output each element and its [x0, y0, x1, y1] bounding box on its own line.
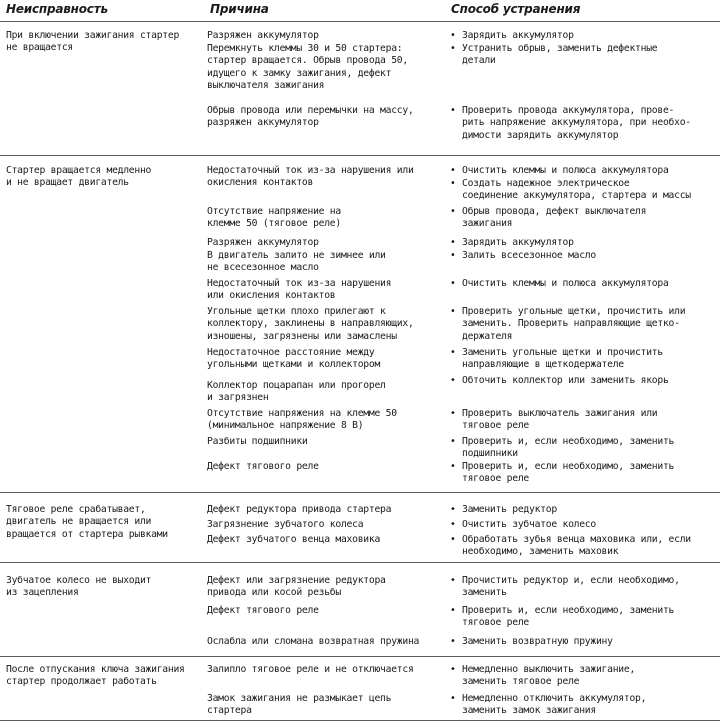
cell-line: соединение аккумулятора, стартера и массы — [462, 190, 691, 202]
bullet-icon: • — [450, 250, 456, 261]
cause-cell — [207, 105, 414, 130]
section-rule — [0, 155, 720, 156]
bullet-icon: • — [450, 534, 456, 545]
cause-cell — [207, 278, 391, 303]
cell-line: В двигатель залито не зимнее или — [207, 250, 386, 261]
cell-line: Ослабла или сломана возвратная пружина — [207, 636, 420, 647]
remedy-text — [450, 347, 663, 372]
fault-cell — [6, 664, 185, 689]
cell-line: Разряжен аккумулятор — [207, 237, 319, 248]
cell-line: Угольные щетки плохо прилегают к — [207, 306, 386, 317]
remedy-cell — [450, 375, 669, 387]
cell-line: и загрязнен — [207, 392, 269, 404]
cell-line: Разбиты подшипники — [207, 436, 308, 447]
bullet-icon: • — [450, 105, 456, 116]
cause-cell — [207, 306, 414, 343]
remedy-cell — [450, 306, 685, 343]
cause-cell — [207, 534, 380, 546]
cell-line: угольными щетками и коллектором — [207, 359, 381, 371]
cell-line: держателя — [462, 330, 513, 342]
cell-line: Немедленно отключить аккумулятор, — [462, 693, 647, 704]
cell-line: стартер продолжает работать — [6, 676, 157, 688]
remedy-cell — [450, 636, 613, 648]
bullet-icon: • — [450, 206, 456, 217]
remedy-cell — [450, 105, 691, 142]
remedy-text — [450, 375, 669, 387]
cell-line: из зацепления — [6, 587, 79, 599]
remedy-text — [450, 519, 596, 531]
cell-line: тяговое реле — [462, 617, 529, 629]
cell-line: Проверить и, если необходимо, заменить — [462, 436, 675, 447]
section-rule — [0, 492, 720, 493]
cause-cell — [207, 636, 419, 648]
cell-line: Недостаточное расстояние между — [207, 347, 375, 358]
cell-line: выключателя зажигания — [207, 80, 325, 92]
cell-line: Стартер вращается медленно — [6, 165, 152, 176]
remedy-cell — [450, 408, 657, 433]
cause-cell — [207, 605, 319, 617]
remedy-cell — [450, 534, 691, 559]
cell-line: Очистить зубчатое колесо — [462, 519, 596, 530]
remedy-cell — [450, 165, 669, 177]
cell-line: Тяговое реле срабатывает, — [6, 504, 146, 515]
bullet-icon: • — [450, 306, 456, 317]
cell-line: Залить всесезонное масло — [462, 250, 596, 261]
cell-line: Заменить возвратную пружину — [462, 636, 613, 647]
remedy-text — [450, 575, 680, 600]
cell-line: подшипники — [462, 448, 518, 460]
section-rule — [0, 656, 720, 657]
cause-cell — [207, 461, 319, 473]
cell-line: Обточить коллектор или заменить якорь — [462, 375, 669, 386]
bottom-rule — [0, 720, 720, 721]
bullet-icon: • — [450, 278, 456, 289]
fault-cell — [6, 575, 151, 600]
remedy-cell — [450, 30, 574, 42]
cell-line: заменить — [462, 587, 507, 599]
cause-cell — [207, 408, 397, 433]
cell-line: изношены, загрязнены или замаслены — [207, 330, 397, 342]
cell-line: Обрыв провода или перемычки на массу, — [207, 105, 414, 116]
cell-line: Создать надежное электрическое — [462, 178, 630, 189]
cell-line: заменить. Проверить направляющие щетко- — [462, 318, 680, 330]
cell-line: вращается от стартера рывками — [6, 528, 168, 540]
cell-line: После отпускания ключа зажигания — [6, 664, 185, 675]
cell-line: Проверить выключатель зажигания или — [462, 408, 658, 419]
cell-line: тяговое реле — [462, 420, 529, 432]
remedy-cell — [450, 575, 680, 600]
cell-line: Дефект или загрязнение редуктора — [207, 575, 386, 586]
cause-cell — [207, 436, 307, 448]
remedy-cell — [450, 250, 596, 262]
remedy-cell — [450, 278, 669, 290]
bullet-icon: • — [450, 664, 456, 675]
cell-line: заменить замок зажигания — [462, 705, 596, 717]
cause-cell — [207, 237, 319, 249]
cause-cell — [207, 347, 380, 372]
cause-cell — [207, 30, 319, 42]
remedy-text — [450, 43, 657, 68]
cause-cell — [207, 664, 414, 676]
cell-line: Дефект редуктора привода стартера — [207, 504, 392, 515]
cause-cell — [207, 165, 414, 190]
cause-cell — [207, 504, 391, 516]
cell-line: Очистить клеммы и полюса аккумулятора — [462, 278, 669, 289]
cause-cell — [207, 693, 391, 718]
bullet-icon: • — [450, 519, 456, 530]
bullet-icon: • — [450, 375, 456, 386]
bullet-icon: • — [450, 636, 456, 647]
cell-line: Отсутствие напряжения на клемме 50 — [207, 408, 397, 419]
remedy-text — [450, 30, 574, 42]
cell-line: идущего к замку зажигания, дефект — [207, 67, 392, 79]
remedy-text — [450, 250, 596, 262]
cell-line: (минимальное напряжение 8 В) — [207, 420, 364, 432]
cell-line: Очистить клеммы и полюса аккумулятора — [462, 165, 669, 176]
cause-cell — [207, 519, 363, 531]
cell-line: привода или косой резьбы — [207, 587, 341, 599]
remedy-text — [450, 461, 674, 486]
remedy-cell — [450, 519, 596, 531]
cell-line: Загрязнение зубчатого колеса — [207, 519, 364, 530]
bullet-icon: • — [450, 30, 456, 41]
cell-line: зажигания — [462, 218, 513, 230]
cell-line: Заменить угольные щетки и прочистить — [462, 347, 663, 358]
bullet-icon: • — [450, 43, 456, 54]
cell-line: тяговое реле — [462, 473, 529, 485]
remedy-cell — [450, 206, 646, 231]
section-rule — [0, 562, 720, 563]
fault-cell — [6, 165, 151, 190]
remedy-cell — [450, 436, 674, 461]
remedy-text — [450, 237, 574, 249]
bullet-icon: • — [450, 461, 456, 472]
cell-line: Зарядить аккумулятор — [462, 30, 574, 41]
cell-line: Немедленно выключить зажигание, — [462, 664, 636, 675]
cell-line: При включении зажигания стартер — [6, 30, 180, 41]
remedy-cell — [450, 664, 635, 689]
remedy-cell — [450, 504, 557, 516]
bullet-icon: • — [450, 408, 456, 419]
remedy-text — [450, 534, 691, 559]
remedy-text — [450, 306, 685, 343]
cell-line: Проверить и, если необходимо, заменить — [462, 461, 675, 472]
remedy-text — [450, 693, 646, 718]
cell-line: Дефект тягового реле — [207, 605, 319, 616]
cell-line: двигатель не вращается или — [6, 516, 152, 528]
cell-line: Дефект тягового реле — [207, 461, 319, 472]
cell-line: не вращается — [6, 42, 73, 54]
cell-line: Устранить обрыв, заменить дефектные — [462, 43, 658, 54]
cause-cell — [207, 380, 386, 405]
cell-line: Коллектор поцарапан или прогорел — [207, 380, 386, 391]
remedy-text — [450, 605, 674, 630]
cell-line: детали — [462, 55, 496, 67]
cell-line: клемме 50 (тяговое реле) — [207, 218, 341, 230]
cell-line: окисления контактов — [207, 177, 314, 189]
cell-line: Прочистить редуктор и, если необходимо, — [462, 575, 680, 586]
cell-line: не всесезонное масло — [207, 262, 319, 274]
cause-cell — [207, 250, 386, 275]
bullet-icon: • — [450, 575, 456, 586]
bullet-icon: • — [450, 605, 456, 616]
bullet-icon: • — [450, 347, 456, 358]
cell-line: Замок зажигания не размыкает цепь — [207, 693, 392, 704]
cell-line: Дефект зубчатого венца маховика — [207, 534, 381, 545]
cell-line: разряжен аккумулятор — [207, 117, 319, 129]
cell-line: Недостаточный ток из-за нарушения — [207, 278, 392, 289]
remedy-text — [450, 664, 635, 689]
bullet-icon: • — [450, 237, 456, 248]
cell-line: Отсутствие напряжение на — [207, 206, 341, 217]
remedy-text — [450, 178, 691, 203]
remedy-cell — [450, 605, 674, 630]
cell-line: Проверить и, если необходимо, заменить — [462, 605, 675, 616]
remedy-cell — [450, 178, 691, 203]
cell-line: Обработать зубья венца маховика или, если — [462, 534, 691, 545]
remedy-text — [450, 206, 646, 231]
remedy-text — [450, 278, 669, 290]
cell-line: коллектору, заклинены в направляющих, — [207, 318, 414, 330]
cell-line: Зарядить аккумулятор — [462, 237, 574, 248]
cell-line: стартера — [207, 705, 252, 717]
header-rule — [0, 21, 720, 22]
remedy-text — [450, 636, 613, 648]
cell-line: заменить тяговое реле — [462, 676, 580, 688]
fault-cell — [6, 504, 168, 541]
cell-line: Перемкнуть клеммы 30 и 50 стартера: — [207, 43, 403, 54]
cell-line: димости зарядить аккумулятор — [462, 129, 619, 141]
cell-line: рить напряжение аккумулятора, при необхо- — [462, 117, 691, 129]
cell-line: Заменить редуктор — [462, 504, 557, 515]
cause-cell — [207, 206, 341, 231]
cell-line: направляющие в щеткодержателе — [462, 359, 624, 371]
cell-line: Проверить провода аккумулятора, прове- — [462, 105, 675, 116]
remedy-cell — [450, 693, 646, 718]
header-remedy: Способ устранения — [451, 2, 581, 16]
header-fault: Неисправность — [6, 2, 108, 16]
remedy-cell — [450, 461, 674, 486]
bullet-icon: • — [450, 436, 456, 447]
cell-line: Зубчатое колесо не выходит — [6, 575, 152, 586]
cell-line: Обрыв провода, дефект выключателя — [462, 206, 647, 217]
remedy-text — [450, 165, 669, 177]
cell-line: необходимо, заменить маховик — [462, 546, 619, 558]
header-cause: Причина — [210, 2, 269, 16]
cell-line: Проверить угольные щетки, прочистить или — [462, 306, 686, 317]
remedy-cell — [450, 237, 574, 249]
bullet-icon: • — [450, 693, 456, 704]
bullet-icon: • — [450, 504, 456, 515]
cell-line: и не вращает двигатель — [6, 177, 129, 189]
remedy-cell — [450, 43, 657, 68]
cell-line: Залипло тяговое реле и не отключается — [207, 664, 414, 675]
cell-line: Разряжен аккумулятор — [207, 30, 319, 41]
fault-cell — [6, 30, 179, 55]
cause-cell — [207, 43, 408, 93]
remedy-text — [450, 504, 557, 516]
cell-line: стартер вращается. Обрыв провода 50, — [207, 55, 408, 67]
cause-cell — [207, 575, 386, 600]
bullet-icon: • — [450, 178, 456, 189]
cell-line: Недостаточный ток из-за нарушения или — [207, 165, 414, 176]
cell-line: или окисления контактов — [207, 290, 336, 302]
remedy-text — [450, 105, 691, 142]
remedy-text — [450, 436, 674, 461]
remedy-text — [450, 408, 657, 433]
bullet-icon: • — [450, 165, 456, 176]
remedy-cell — [450, 347, 663, 372]
